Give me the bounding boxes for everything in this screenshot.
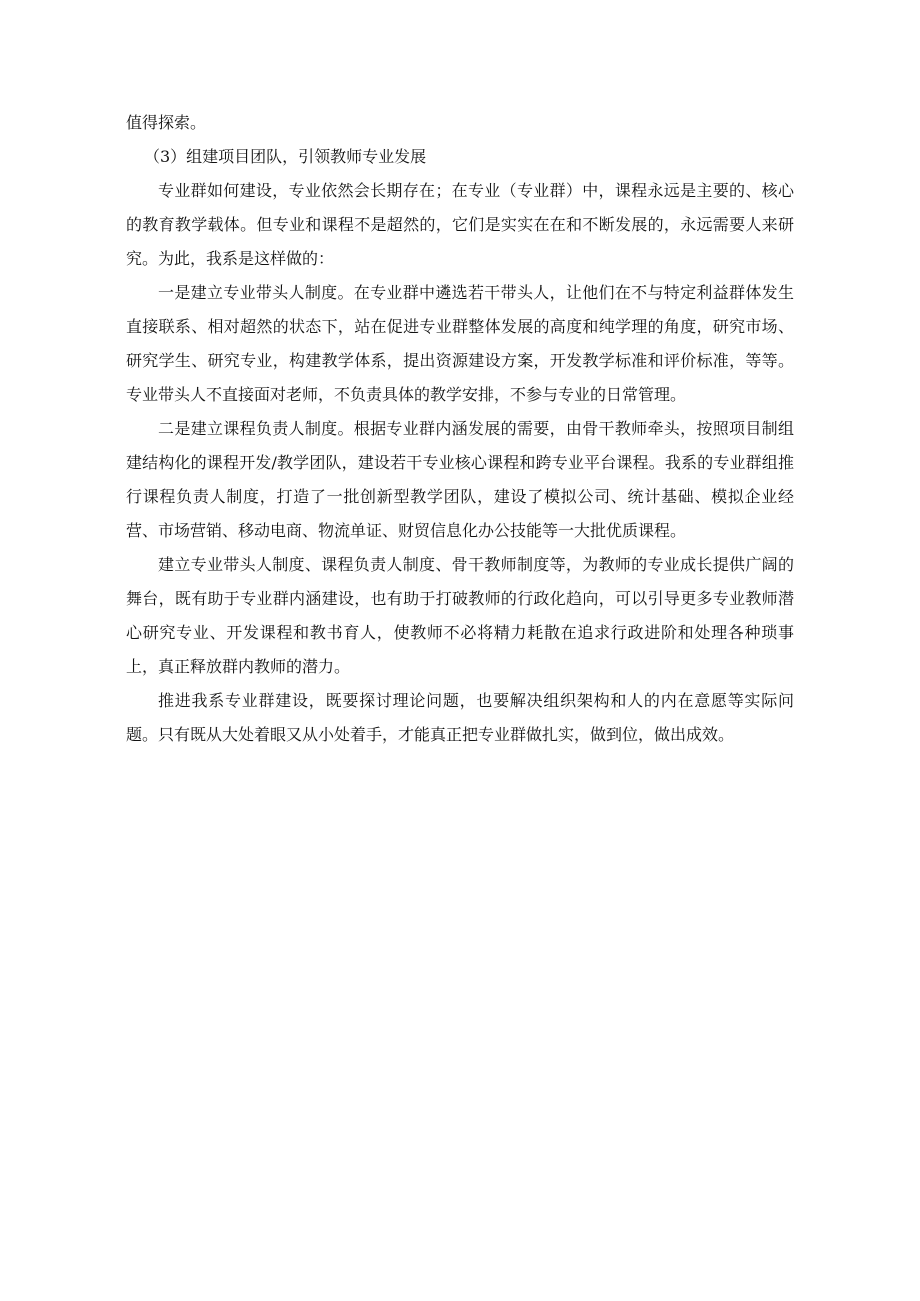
- paragraph-conclusion: 推进我系专业群建设，既要探讨理论问题，也要解决组织架构和人的内在意愿等实际问题。只有既从大处着眼又从小处着手，才能真正把专业群做扎实，做到位，做出成效。: [126, 691, 794, 744]
- paragraph-intro: 专业群如何建设，专业依然会长期存在；在专业（专业群）中，课程永远是主要的、核心的教育教学载体。但专业和课程不是超然的，它们是实实在在和不断发展的，永远需要人来研究。为此，我系是这样做的：: [126, 181, 794, 268]
- document-body: [126, 106, 794, 752]
- paragraph-continuation: 值得探索。: [126, 113, 207, 132]
- section-heading: （3）组建项目团队，引领教师专业发展: [144, 147, 427, 166]
- paragraph-teacher-growth: 建立专业带头人制度、课程负责人制度、骨干教师制度等，为教师的专业成长提供广阔的舞台，既有助于专业群内涵建设，也有助于打破教师的行政化趋向，可以引导更多专业教师潜心研究专业、开发课程和教书育人，使教师不必将精力耗散在追求行政进阶和处理各种琐事上，真正释放群内教师的潜力。: [126, 555, 794, 676]
- paragraph-course-system: 二是建立课程负责人制度。根据专业群内涵发展的需要，由骨干教师牵头，按照项目制组建结构化的课程开发/教学团队，建设若干专业核心课程和跨专业平台课程。我系的专业群组推行课程负责人制度，打造了一批创新型教学团队，建设了模拟公司、统计基础、模拟企业经营、市场营销、移动电商、物流单证、财贸信息化办公技能等一大批优质课程。: [126, 419, 794, 540]
- paragraph-leader-system: 一是建立专业带头人制度。在专业群中遴选若干带头人，让他们在不与特定利益群体发生直接联系、相对超然的状态下，站在促进专业群整体发展的高度和纯学理的角度，研究市场、研究学生、研究专业，构建教学体系，提出资源建设方案，开发教学标准和评价标准，等等。专业带头人不直接面对老师，不负责具体的教学安排，不参与专业的日常管理。: [126, 283, 794, 404]
